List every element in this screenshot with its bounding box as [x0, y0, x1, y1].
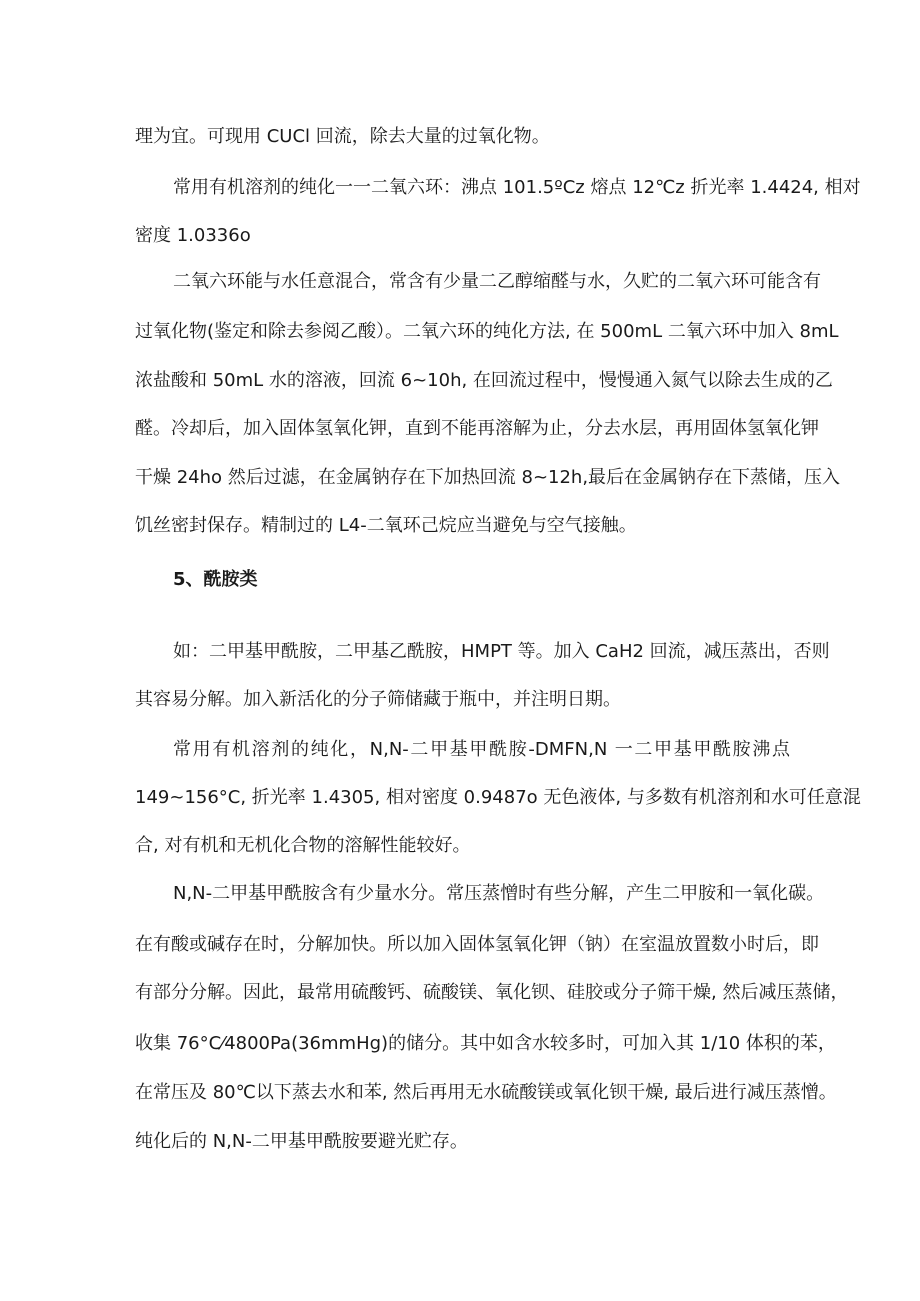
text-line-5: 过氧化物(鉴定和除去参阅乙酸）。二氧六环的纯化方法, 在 500mL 二氧六环中加入 8mL	[135, 321, 839, 342]
text-line-13: 常用有机溶剂的纯化，N,N-二甲基甲酰胺-DMFN,N 一二甲基甲酰胺沸点	[173, 739, 790, 760]
text-line-20: 在常压及 80℃以下蒸去水和苯, 然后再用无水硫酸镁或氧化钡干燥, 最后进行减压蒸憎。	[135, 1082, 837, 1103]
text-line-15: 合, 对有机和无机化合物的溶解性能较好。	[135, 835, 471, 856]
text-line-18: 有部分分解。因此，最常用硫酸钙、硫酸镁、氧化钡、硅胶或分子筛干燥, 然后减压蒸储，	[135, 982, 849, 1003]
text-line-19: 收集 76°C⁄4800Pa(36mmHg)的储分。其中如含水较多时，可加入其 1/10 体积的苯，	[135, 1033, 836, 1054]
text-line-16: N,N-二甲基甲酰胺含有少量水分。常压蒸憎时有些分解，产生二甲胺和一氧化碳。	[173, 883, 825, 904]
text-line-2: 常用有机溶剂的纯化一一二氧六环：沸点 101.5ºCz 熔点 12℃z 折光率 1.4424, 相对	[173, 177, 861, 198]
text-line-1: 理为宜。可现用 CUCl 回流，除去大量的过氧化物。	[135, 126, 550, 147]
text-line-14: 149~156°C, 折光率 1.4305, 相对密度 0.9487o 无色液体, 与多数有机溶剂和水可任意混	[135, 787, 861, 808]
text-line-9: 饥丝密封保存。精制过的 L4-二氧环己烷应当避免与空气接触。	[135, 515, 637, 536]
section-heading: 5、酰胺类	[173, 569, 258, 590]
text-line-4: 二氧六环能与水任意混合，常含有少量二乙醇缩醛与水，久贮的二氧六环可能含有	[173, 271, 821, 292]
text-line-17: 在有酸或碱存在时，分解加快。所以加入固体氢氧化钾（钠）在室温放置数小时后，即	[135, 934, 819, 955]
text-line-6: 浓盐酸和 50mL 水的溶液，回流 6~10h, 在回流过程中，慢慢通入氮气以除去生成的乙	[135, 370, 833, 391]
text-line-8: 干燥 24ho 然后过滤，在金属钠存在下加热回流 8~12h,最后在金属钠存在下蒸储，压入	[135, 467, 841, 488]
text-line-3: 密度 1.0336o	[135, 225, 251, 246]
text-line-21: 纯化后的 N,N-二甲基甲酰胺要避光贮存。	[135, 1131, 468, 1152]
text-line-12: 其容易分解。加入新活化的分子筛储藏于瓶中，并注明日期。	[135, 689, 621, 710]
text-line-11: 如：二甲基甲酰胺，二甲基乙酰胺，HMPT 等。加入 CaH2 回流，减压蒸出，否则	[173, 641, 830, 662]
text-line-7: 醛。冷却后，加入固体氢氧化钾，直到不能再溶解为止，分去水层，再用固体氢氧化钾	[135, 418, 819, 439]
